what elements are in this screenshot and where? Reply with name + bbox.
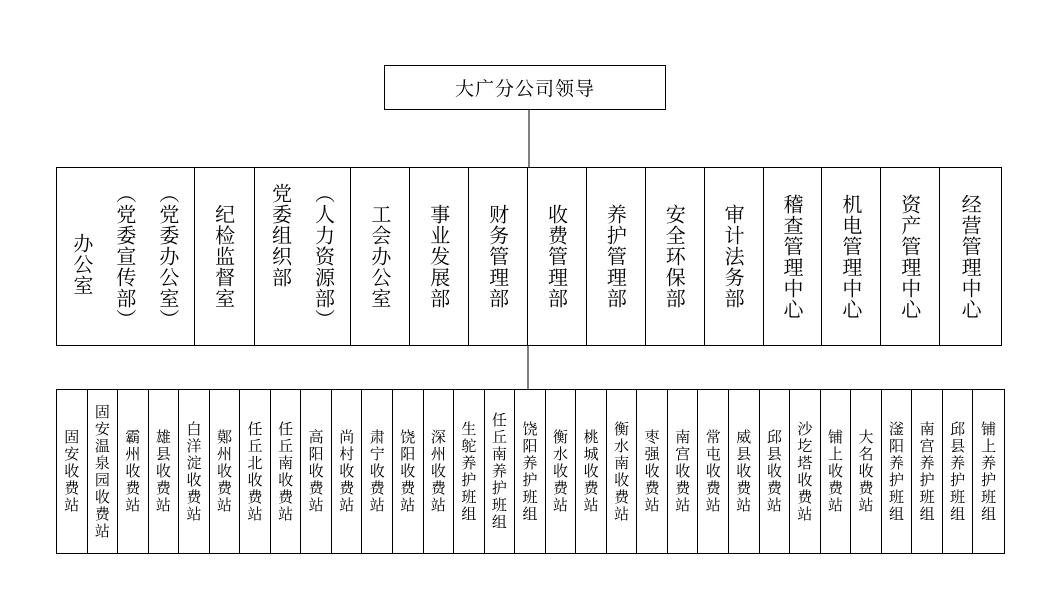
department-label: 资产管理中心 <box>897 193 922 320</box>
unit-row <box>56 389 1005 554</box>
department-label: 稽查管理中心 <box>779 193 804 320</box>
department-row <box>56 167 1002 346</box>
department-node <box>764 168 823 345</box>
department-node <box>410 168 469 345</box>
department-label-group <box>601 204 630 309</box>
unit-node <box>790 390 821 553</box>
department-node <box>587 168 646 345</box>
unit-node <box>332 390 363 553</box>
department-label-group <box>210 204 239 309</box>
unit-node <box>546 390 577 553</box>
department-node <box>646 168 705 345</box>
department-label-group <box>366 204 395 309</box>
department-label-group <box>719 204 748 309</box>
unit-label: 威县收费站 <box>734 429 753 514</box>
unit-node <box>485 390 516 553</box>
department-label-group <box>837 194 866 320</box>
department-label-group <box>68 183 183 330</box>
unit-label: 尚村收费站 <box>337 429 356 514</box>
unit-label: 大名收费站 <box>856 429 875 514</box>
unit-label: 任丘南收费站 <box>276 420 295 523</box>
department-label: 审计法务部 <box>721 204 746 309</box>
unit-node <box>210 390 241 553</box>
department-label: 纪检监督室 <box>211 204 236 309</box>
unit-label: 滏阳养护班组 <box>887 420 906 523</box>
department-label: 工会办公室 <box>367 204 392 309</box>
department-node <box>881 168 940 345</box>
unit-label: 邱县收费站 <box>764 429 783 514</box>
unit-label: 高阳收费站 <box>306 429 325 514</box>
unit-label: 常屯收费站 <box>703 429 722 514</box>
department-label: 安全环保部 <box>662 204 687 309</box>
unit-node <box>424 390 455 553</box>
unit-node <box>637 390 668 553</box>
unit-label: 饶阳收费站 <box>398 429 417 514</box>
unit-node <box>149 390 180 553</box>
unit-node <box>88 390 119 553</box>
unit-label: 南宫养护班组 <box>917 420 936 523</box>
unit-label: 固安收费站 <box>62 429 81 514</box>
unit-node <box>821 390 852 553</box>
department-label: 经营管理中心 <box>958 193 983 320</box>
department-node <box>822 168 881 345</box>
unit-label: 衡水收费站 <box>551 429 570 514</box>
root-node <box>384 65 666 110</box>
unit-label: 雄县收费站 <box>153 429 172 514</box>
unit-node <box>973 390 1004 553</box>
department-label-group <box>542 204 571 309</box>
unit-label: 固安温泉园收费站 <box>92 403 111 540</box>
unit-node <box>271 390 302 553</box>
department-node <box>940 168 1001 345</box>
department-label-group <box>660 204 689 309</box>
unit-node <box>729 390 760 553</box>
unit-node <box>576 390 607 553</box>
department-label: 事业发展部 <box>426 204 451 309</box>
department-node <box>469 168 528 345</box>
department-label: 养护管理部 <box>603 204 628 309</box>
unit-node <box>851 390 882 553</box>
department-node <box>528 168 587 345</box>
department-label: 财务管理部 <box>485 204 510 309</box>
department-label: 机电管理中心 <box>838 193 863 320</box>
unit-label: 枣强收费站 <box>642 429 661 514</box>
unit-label: 饶阳养护班组 <box>520 420 539 523</box>
unit-node <box>393 390 424 553</box>
department-node <box>705 168 764 345</box>
department-label: （人力资源部） <box>311 183 336 330</box>
unit-node <box>454 390 485 553</box>
unit-node <box>760 390 791 553</box>
department-label-group <box>425 204 454 309</box>
department-label: （党委办公室） <box>155 183 180 330</box>
department-label: 党委组织部 <box>268 183 293 288</box>
unit-label: 鄚州收费站 <box>215 429 233 514</box>
department-label: （党委宣传部） <box>112 183 137 330</box>
unit-node <box>515 390 546 553</box>
unit-label: 任丘南养护班组 <box>489 412 508 531</box>
department-label-group <box>484 204 513 309</box>
unit-node <box>882 390 913 553</box>
department-label-group <box>266 183 338 330</box>
unit-label: 生鸵养护班组 <box>459 420 478 523</box>
department-label: 收费管理部 <box>544 204 569 309</box>
unit-label: 南宫收费站 <box>673 429 692 514</box>
department-label-group <box>956 194 985 320</box>
department-label: 办公室 <box>69 233 94 296</box>
unit-node <box>179 390 210 553</box>
unit-label: 邱县养护班组 <box>948 420 967 523</box>
unit-node <box>698 390 729 553</box>
unit-node <box>118 390 149 553</box>
unit-label: 任丘北收费站 <box>245 420 264 523</box>
unit-node <box>668 390 699 553</box>
unit-node <box>362 390 393 553</box>
department-node <box>57 168 195 345</box>
unit-label: 铺上收费站 <box>825 429 844 514</box>
unit-node <box>301 390 332 553</box>
unit-label: 霸州收费站 <box>123 429 142 514</box>
unit-label: 深州收费站 <box>428 429 447 514</box>
department-node <box>255 168 352 345</box>
department-node <box>195 168 255 345</box>
unit-node <box>943 390 974 553</box>
department-node <box>351 168 410 345</box>
unit-label: 白洋淀收费站 <box>184 420 203 523</box>
department-label-group <box>896 194 925 320</box>
unit-label: 桃城收费站 <box>581 429 600 514</box>
root-label: 大广分公司领导 <box>454 78 595 100</box>
unit-label: 铺上养护班组 <box>979 420 998 523</box>
unit-node <box>57 390 88 553</box>
unit-node <box>240 390 271 553</box>
unit-node <box>607 390 638 553</box>
unit-node <box>912 390 943 553</box>
unit-label: 沙圪塔收费站 <box>795 420 814 523</box>
unit-label: 衡水南收费站 <box>612 420 631 523</box>
department-label-group <box>778 194 807 320</box>
unit-label: 肃宁收费站 <box>367 429 386 514</box>
